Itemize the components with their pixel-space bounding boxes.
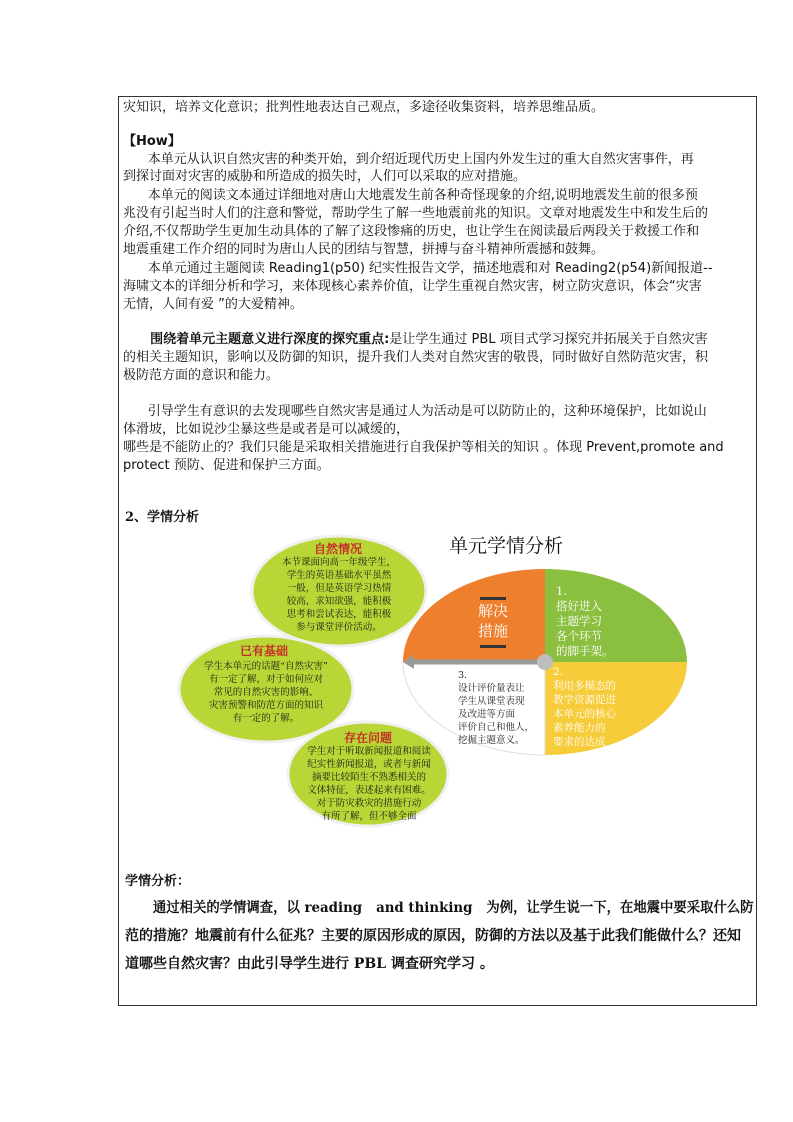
how-paragraph-1-line-1: 本单元从认识自然灾害的种类开始，到介绍近现代历史上国内外发生过的重大自然灾害事件，再 (123, 152, 694, 167)
analysis-line-3: 道哪些自然灾害？由此引导学生进行 PBL 调查研究学习 。 (125, 956, 494, 972)
focus-line-3: 极防范方面的意识和能力。 (123, 368, 280, 383)
existing-foundation-title: 已有基础 (240, 644, 289, 658)
existing-foundation-text: 学生本单元的话题“自然灾害” 有一定了解，对于如何应对 常见的自然灾害的影响、 灾害预警和防范方面的知识 有一定的了解。 (204, 661, 328, 724)
solution-label: 解决 措施 (478, 602, 509, 640)
how-label: 【How】 (123, 134, 181, 149)
how-paragraph-2-line-1: 本单元的阅读文本通过详细地对唐山大地震发生前各种奇怪现象的介绍,说明地震发生前的很多预 (123, 188, 698, 203)
how-paragraph-2-line-4: 地震重建工作介绍的同时为唐山人民的团结与智慧，拼搏与奋斗精神所震撼和鼓舞。 (123, 242, 605, 257)
how-paragraph-1-line-2: 到探讨面对灾害的威胁和所造成的损失时，人们可以采取的应对措施。 (123, 169, 527, 184)
how-paragraph-2-line-3: 介绍,不仅帮助学生更加生动具体的了解了这段惨痛的历史，也让学生在阅读最后两段关于救援工作和 (123, 224, 700, 239)
how-paragraph-2-line-2: 兆没有引起当时人们的注意和警觉，帮助学生了解一些地震前兆的知识。文章对地震发生中和发生后的 (123, 206, 709, 221)
dash-top (480, 597, 506, 600)
guide-line-4: protect 预防、促进和保护三方面。 (123, 458, 330, 473)
guide-line-2: 体滑坡，比如说沙尘暴这些是或者是可以减缓的， (123, 422, 410, 437)
quadrant-3-text: 3. 设计评价量表让 学生从课堂表现 及改进等方面 评价自己和他人， 挖掘主题意义。 (458, 670, 535, 746)
focus-rest: 是让学生通过 PBL 项目式学习探究并拓展关于自然灾害 (389, 332, 708, 347)
guide-line-3: 哪些是不能防止的？我们只能是采取相关措施进行自我保护等相关的知识 。体现 Prevent,promote and (123, 440, 724, 455)
analysis-line-2: 范的措施？地震前有什么征兆？主要的原因形成的原因，防御的方法以及基于此我们能做什么？还知 (125, 928, 741, 944)
problems-title: 存在问题 (344, 731, 393, 745)
analysis-line-1: 通过相关的学情调查，以 reading and thinking 为例，让学生说一下，在地震中要采取什么防 (125, 900, 754, 916)
problems-text: 学生对于听取新闻报道和阅读 纪实性新闻报道，或者与新闻 摘要比较陌生不熟悉相关的 文体特征，表述起来有困难。 对于防灾救灾的措施行动 有所了解，但不够全面 (307, 746, 431, 822)
analysis-label: 学情分析： (125, 874, 191, 889)
top-line: 灾知识，培养文化意识；批判性地表达自己观点，多途径收集资料，培养思维品质。 (123, 100, 605, 115)
diagram-title: 单元学情分析 (449, 535, 564, 557)
focus-line-2: 的相关主题知识，影响以及防御的知识，提升我们人类对自然灾害的敬畏，同时做好自然防范灾害，积 (123, 350, 709, 365)
how-paragraph-3-line-2: 海啸文本的详细分析和学习，来体现核心素养价值，让学生重视自然灾害，树立防灾意识，体会“灾害 (123, 279, 702, 294)
quadrant-1-text: 1. 搭好进入 主题学习 各个环节 的脚手架。 (556, 584, 614, 658)
quadrant-2-text: 2. 利用多模态的 教学资源促进 本单元的核心 素养能力的 要求的达成 (553, 666, 616, 748)
dash-bottom (480, 645, 506, 648)
natural-situation-text: 本节课面向高一年级学生， 学生的英语基础水平虽然 一般，但是英语学习热情 较高，求知欲强，能积极 思考和尝试表达，能积极 参与课堂评价活动。 (281, 557, 396, 633)
section-2-title: 2、学情分析 (125, 510, 200, 525)
how-paragraph-3-line-3: 无情，人间有爱 ”的大爱精神。 (123, 297, 303, 312)
how-paragraph-3-line-1: 本单元通过主题阅读 Reading1(p50) 纪实性报告文学，描述地震和对 Reading2(p54)新闻报道-- (123, 261, 713, 276)
arrow-origin-dot (537, 654, 553, 670)
focus-bold: 围绕着单元主题意义进行深度的探究重点: (123, 332, 390, 347)
guide-line-1: 引导学生有意识的去发现哪些自然灾害是通过人为活动是可以防防止的，这种环境保护，比如说山 (123, 404, 707, 419)
natural-situation-title: 自然情况 (314, 542, 363, 556)
